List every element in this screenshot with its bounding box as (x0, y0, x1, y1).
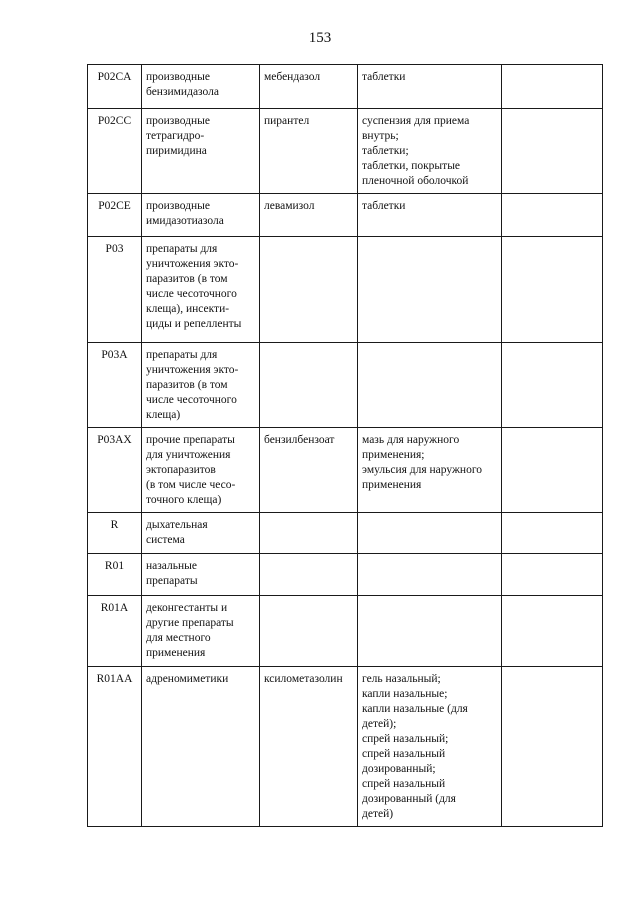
empty-cell (502, 65, 603, 109)
empty-cell (502, 109, 603, 194)
atc-code-cell: P03 (88, 237, 142, 343)
table-row (88, 237, 603, 343)
anatomical-group-cell: дыхательная система (142, 513, 260, 554)
empty-cell (502, 343, 603, 428)
anatomical-group-cell: производные имидазотиазола (142, 194, 260, 237)
dosage-form-cell: таблетки (358, 65, 502, 109)
table-row (88, 596, 603, 667)
drug-name-cell (260, 596, 358, 667)
table-row (88, 109, 603, 194)
drug-name-cell (260, 554, 358, 596)
drug-name-cell: мебендазол (260, 65, 358, 109)
dosage-form-cell: мазь для наружного применения; эмульсия для наружного применения (358, 428, 502, 513)
anatomical-group-cell: производные бензимидазола (142, 65, 260, 109)
drug-name-cell: левамизол (260, 194, 358, 237)
dosage-form-cell (358, 237, 502, 343)
anatomical-group-cell: производные тетрагидро- пиримидина (142, 109, 260, 194)
atc-code-cell: R01 (88, 554, 142, 596)
anatomical-group-cell: адреномиметики (142, 667, 260, 827)
dosage-form-cell: таблетки (358, 194, 502, 237)
drug-classification-table (87, 64, 603, 827)
atc-code-cell: R (88, 513, 142, 554)
drug-name-cell: бензилбензоат (260, 428, 358, 513)
anatomical-group-cell: препараты для уничтожения экто- паразитов (в том числе чесоточного клеща) (142, 343, 260, 428)
drug-name-cell (260, 343, 358, 428)
empty-cell (502, 596, 603, 667)
atc-code-cell: P02CE (88, 194, 142, 237)
dosage-form-cell (358, 343, 502, 428)
empty-cell (502, 194, 603, 237)
table-row (88, 513, 603, 554)
table-row (88, 667, 603, 827)
table-row (88, 428, 603, 513)
dosage-form-cell: гель назальный; капли назальные; капли назальные (для детей); спрей назальный; спрей назальный дозированный; спрей назальный дозированный (для детей) (358, 667, 502, 827)
drug-name-cell: пирантел (260, 109, 358, 194)
anatomical-group-cell: назальные препараты (142, 554, 260, 596)
dosage-form-cell (358, 596, 502, 667)
dosage-form-cell (358, 554, 502, 596)
table-row (88, 65, 603, 109)
drug-name-cell (260, 237, 358, 343)
table-row (88, 194, 603, 237)
atc-code-cell: R01AA (88, 667, 142, 827)
atc-code-cell: P02CA (88, 65, 142, 109)
atc-code-cell: P03AX (88, 428, 142, 513)
atc-code-cell: R01A (88, 596, 142, 667)
empty-cell (502, 237, 603, 343)
empty-cell (502, 513, 603, 554)
drug-name-cell (260, 513, 358, 554)
atc-code-cell: P02CC (88, 109, 142, 194)
empty-cell (502, 554, 603, 596)
empty-cell (502, 428, 603, 513)
page-number: 153 (308, 30, 332, 46)
empty-cell (502, 667, 603, 827)
table-row (88, 554, 603, 596)
table-row (88, 343, 603, 428)
atc-code-cell: P03A (88, 343, 142, 428)
dosage-form-cell (358, 513, 502, 554)
dosage-form-cell: суспензия для приема внутрь; таблетки; таблетки, покрытые пленочной оболочкой (358, 109, 502, 194)
drug-name-cell: ксилометазолин (260, 667, 358, 827)
anatomical-group-cell: деконгестанты и другие препараты для местного применения (142, 596, 260, 667)
anatomical-group-cell: препараты для уничтожения экто- паразитов (в том числе чесоточного клеща), инсекти- циды и репелленты (142, 237, 260, 343)
anatomical-group-cell: прочие препараты для уничтожения эктопаразитов (в том числе чесо- точного клеща) (142, 428, 260, 513)
